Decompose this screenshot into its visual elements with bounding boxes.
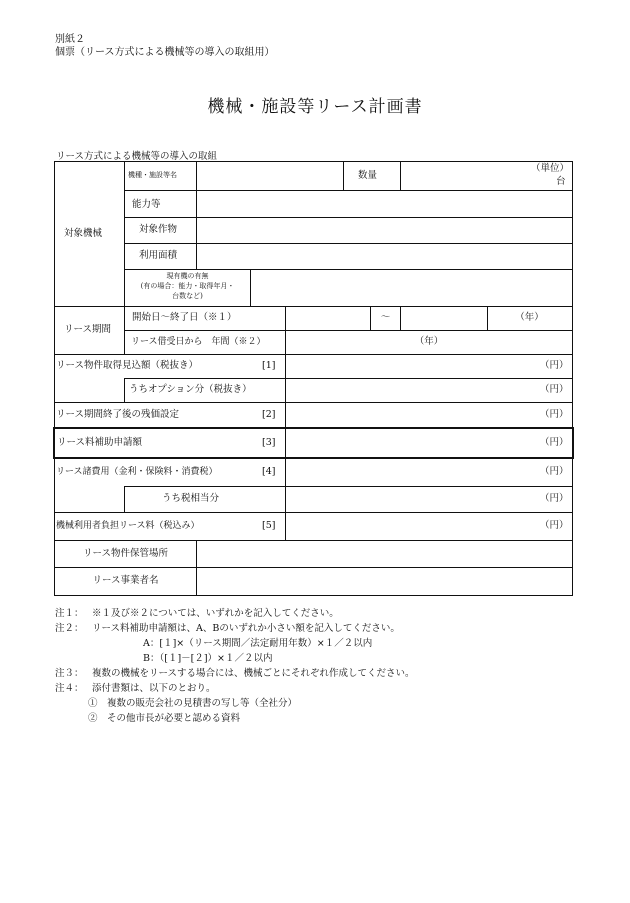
notes-section xyxy=(55,606,415,726)
note-2-text: リース料補助申請額は、A、Bのいずれか小さい額を記入してください。 xyxy=(92,623,400,634)
yen-unit-1: （円） xyxy=(540,360,569,371)
yen-unit-4: （円） xyxy=(540,437,569,448)
storage-label: リース物件保管場所 xyxy=(82,548,169,559)
lease-period-label: リース期間 xyxy=(64,324,112,335)
subsidy-label: リース料補助申請額 xyxy=(57,437,143,448)
usage-area-label: 利用面積 xyxy=(139,250,178,261)
note-2-label: 注２： xyxy=(55,623,84,634)
note-4-item-2: ② その他市長が必要と認める資料 xyxy=(88,713,241,724)
yen-unit-6: （円） xyxy=(540,493,569,504)
yen-unit-2: （円） xyxy=(540,384,569,395)
note-2-formula-b: B：（[１]－[２]）×１／２以内 xyxy=(143,653,273,664)
note-3-text: 複数の機械をリースする場合には、機械ごとにそれぞれ作成してください。 xyxy=(92,668,415,679)
annex-label: 別紙２ xyxy=(55,34,85,45)
note-2-formula-a: A：[１]×（リース期間／法定耐用年数）×１／２以内 xyxy=(143,638,373,649)
machine-name-label: 機種・施設等名 xyxy=(128,171,177,179)
expenses-label: リース諸費用（金利・保険料・消費税） xyxy=(56,467,218,477)
existing-machine-label-1: 現有機の有無 xyxy=(166,272,209,280)
note-1-text: ※１及び※２については、いずれかを記入してください。 xyxy=(92,608,339,619)
residual-label: リース期間終了後の残価設定 xyxy=(56,409,180,420)
target-machine-label: 対象機械 xyxy=(64,228,103,239)
user-burden-label: 機械利用者負担リース料（税込み） xyxy=(56,521,200,531)
ref-1: [1] xyxy=(262,360,276,371)
company-label: リース事業者名 xyxy=(92,575,159,586)
yen-unit-7: （円） xyxy=(540,520,569,531)
capacity-label: 能力等 xyxy=(132,199,161,210)
note-4-text: 添付書類は、以下のとおり。 xyxy=(92,683,216,694)
borrow-years-label: リース借受日から 年間（※２） xyxy=(131,337,266,347)
form-label: 個票（リース方式による機械等の導入の取組用） xyxy=(55,47,275,58)
target-crop-label: 対象作物 xyxy=(139,224,178,235)
tilde-mark: ～ xyxy=(380,312,391,323)
ref-3: [3] xyxy=(262,437,276,448)
note-1-label: 注１： xyxy=(55,608,84,619)
existing-machine-label-3: 台数など) xyxy=(172,292,203,300)
year-unit-2: （年） xyxy=(414,336,444,347)
document-title: 機械・施設等リース計画書 xyxy=(207,97,423,117)
quantity-label: 数量 xyxy=(358,170,378,181)
existing-machine-label-2: (有の場合：能力・取得年月・ xyxy=(140,282,235,290)
acquisition-label: リース物件取得見込額（税抜き） xyxy=(56,360,199,371)
table-caption: リース方式による機械等の導入の取組 xyxy=(56,151,218,162)
note-4-item-1: ① 複数の販売会社の見積書の写し等（全社分） xyxy=(88,698,298,709)
option-label: うちオプション分（税抜き） xyxy=(129,384,252,395)
start-end-label: 開始日～終了日（※１） xyxy=(132,312,237,323)
year-unit-1: （年） xyxy=(515,312,544,323)
ref-2: [2] xyxy=(262,409,276,420)
yen-unit-3: （円） xyxy=(540,409,569,420)
ref-4: [4] xyxy=(262,466,276,477)
yen-unit-5: （円） xyxy=(540,466,569,477)
tax-label: うち税相当分 xyxy=(162,493,220,504)
ref-5: [5] xyxy=(262,520,276,531)
unit-label: （単位） xyxy=(531,163,570,174)
note-4-label: 注４： xyxy=(55,683,84,694)
note-3-label: 注３： xyxy=(55,668,84,679)
unit-value: 台 xyxy=(556,176,566,187)
